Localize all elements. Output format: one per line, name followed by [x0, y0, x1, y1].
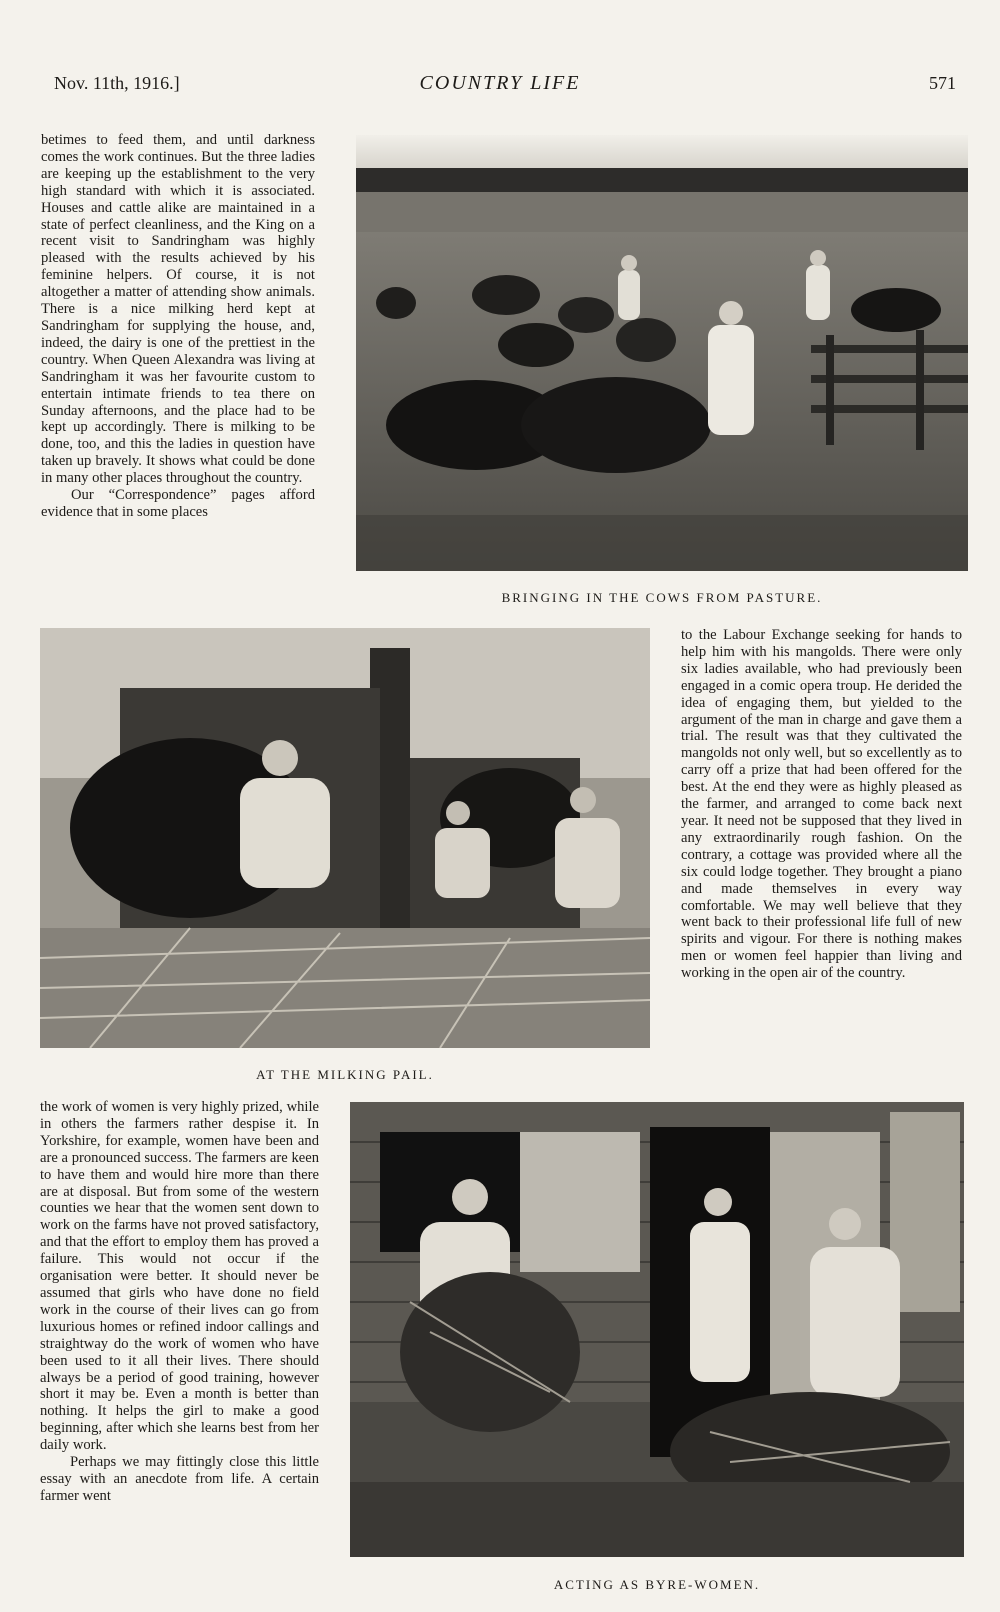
photo-byre-women — [350, 1102, 964, 1557]
text-column-top-left — [41, 132, 315, 588]
caption-photo-milking-pail: AT THE MILKING PAIL. — [256, 1067, 434, 1082]
paragraph: the work of women is very highly prized, while in others the farmers rather despise it. In Yorkshire, for example, women have been and are a pronounced success. The farmers are keen to have them and would hire more than there are at disposal. But from some of the western counties we hear that the women sent down to work on the farms have not proved satisfactory, and that the effort to employ them has proved a failure. This would not occur if the organisation were better. It should never be assumed that girls who have done no field work in the course of their lives can go from luxurious homes or refined indoor callings and straightway do the work of women who have been used to it all their lives. There should always be a period of good training, however short it may be. Even a month is better than nothing. It helps the girl to make a good beginning, after which she learns best from her daily work. — [40, 1099, 319, 1454]
magazine-title: COUNTRY LIFE — [419, 72, 581, 94]
photo-milking-pail — [40, 628, 650, 1048]
paragraph: Perhaps we may fittingly close this little essay with an anecdote from life. A certain farmer went — [40, 1454, 319, 1504]
page-number: 571 — [929, 73, 956, 93]
paragraph: to the Labour Exchange seeking for hands to help him with his mangolds. There were only six ladies available, who had previously been engaged in a comic opera troup. He derided the idea of engaging them, but yielded to the argument of the man in charge and gave them a trial. The result was that they cultivated the mangolds not only well, but so excellently as to carry off a prize that had been offered for the best. At the end they were as highly pleased as the farmer, and arranged to come back next year. It need not be supposed that they lived in any extraordinarily rough fashion. On the contrary, a cottage was provided where all the six could lodge together. They brought a piano and made themselves in every way comfortable. We may well believe that they went back to their professional life full of new spirits and vigour. For there is nothing makes men or women feel happier than living and working in the open air of the country. — [681, 627, 962, 982]
paragraph: betimes to feed them, and until darkness comes the work continues. But the three ladies are keeping up the establishment to the very high standard with which it is associated. Houses and cattle alike are maintained in a state of perfect cleanliness, and the King on a recent visit to Sandringham was highly pleased with the results achieved by his feminine helpers. Of course, it is not altogether a matter of attending show animals. There is a nice milking herd kept at Sandringham for supplying the house, and, indeed, the dairy is one of the prettiest in the country. When Queen Alexandra was living at Sandringham it was her favourite custom to entertain intimate friends to tea there on Sunday afternoons, and the place had to be kept up accordingly. There is milking to be done, too, and this the ladies in question have taken up bravely. It shows what could be done in many other places throughout the country. — [41, 132, 315, 487]
caption-photo-byre-women: ACTING AS BYRE-WOMEN. — [553, 1577, 761, 1592]
paragraph: Our “Correspondence” pages afford evidence that in some places — [41, 487, 315, 520]
photo-cows-pasture — [356, 135, 968, 571]
text-column-middle-right — [681, 627, 962, 1077]
caption-photo-cows-pasture: BRINGING IN THE COWS FROM PASTURE. — [501, 590, 823, 605]
issue-date: Nov. 11th, 1916.] — [54, 73, 180, 93]
text-column-bottom-left — [40, 1099, 319, 1595]
